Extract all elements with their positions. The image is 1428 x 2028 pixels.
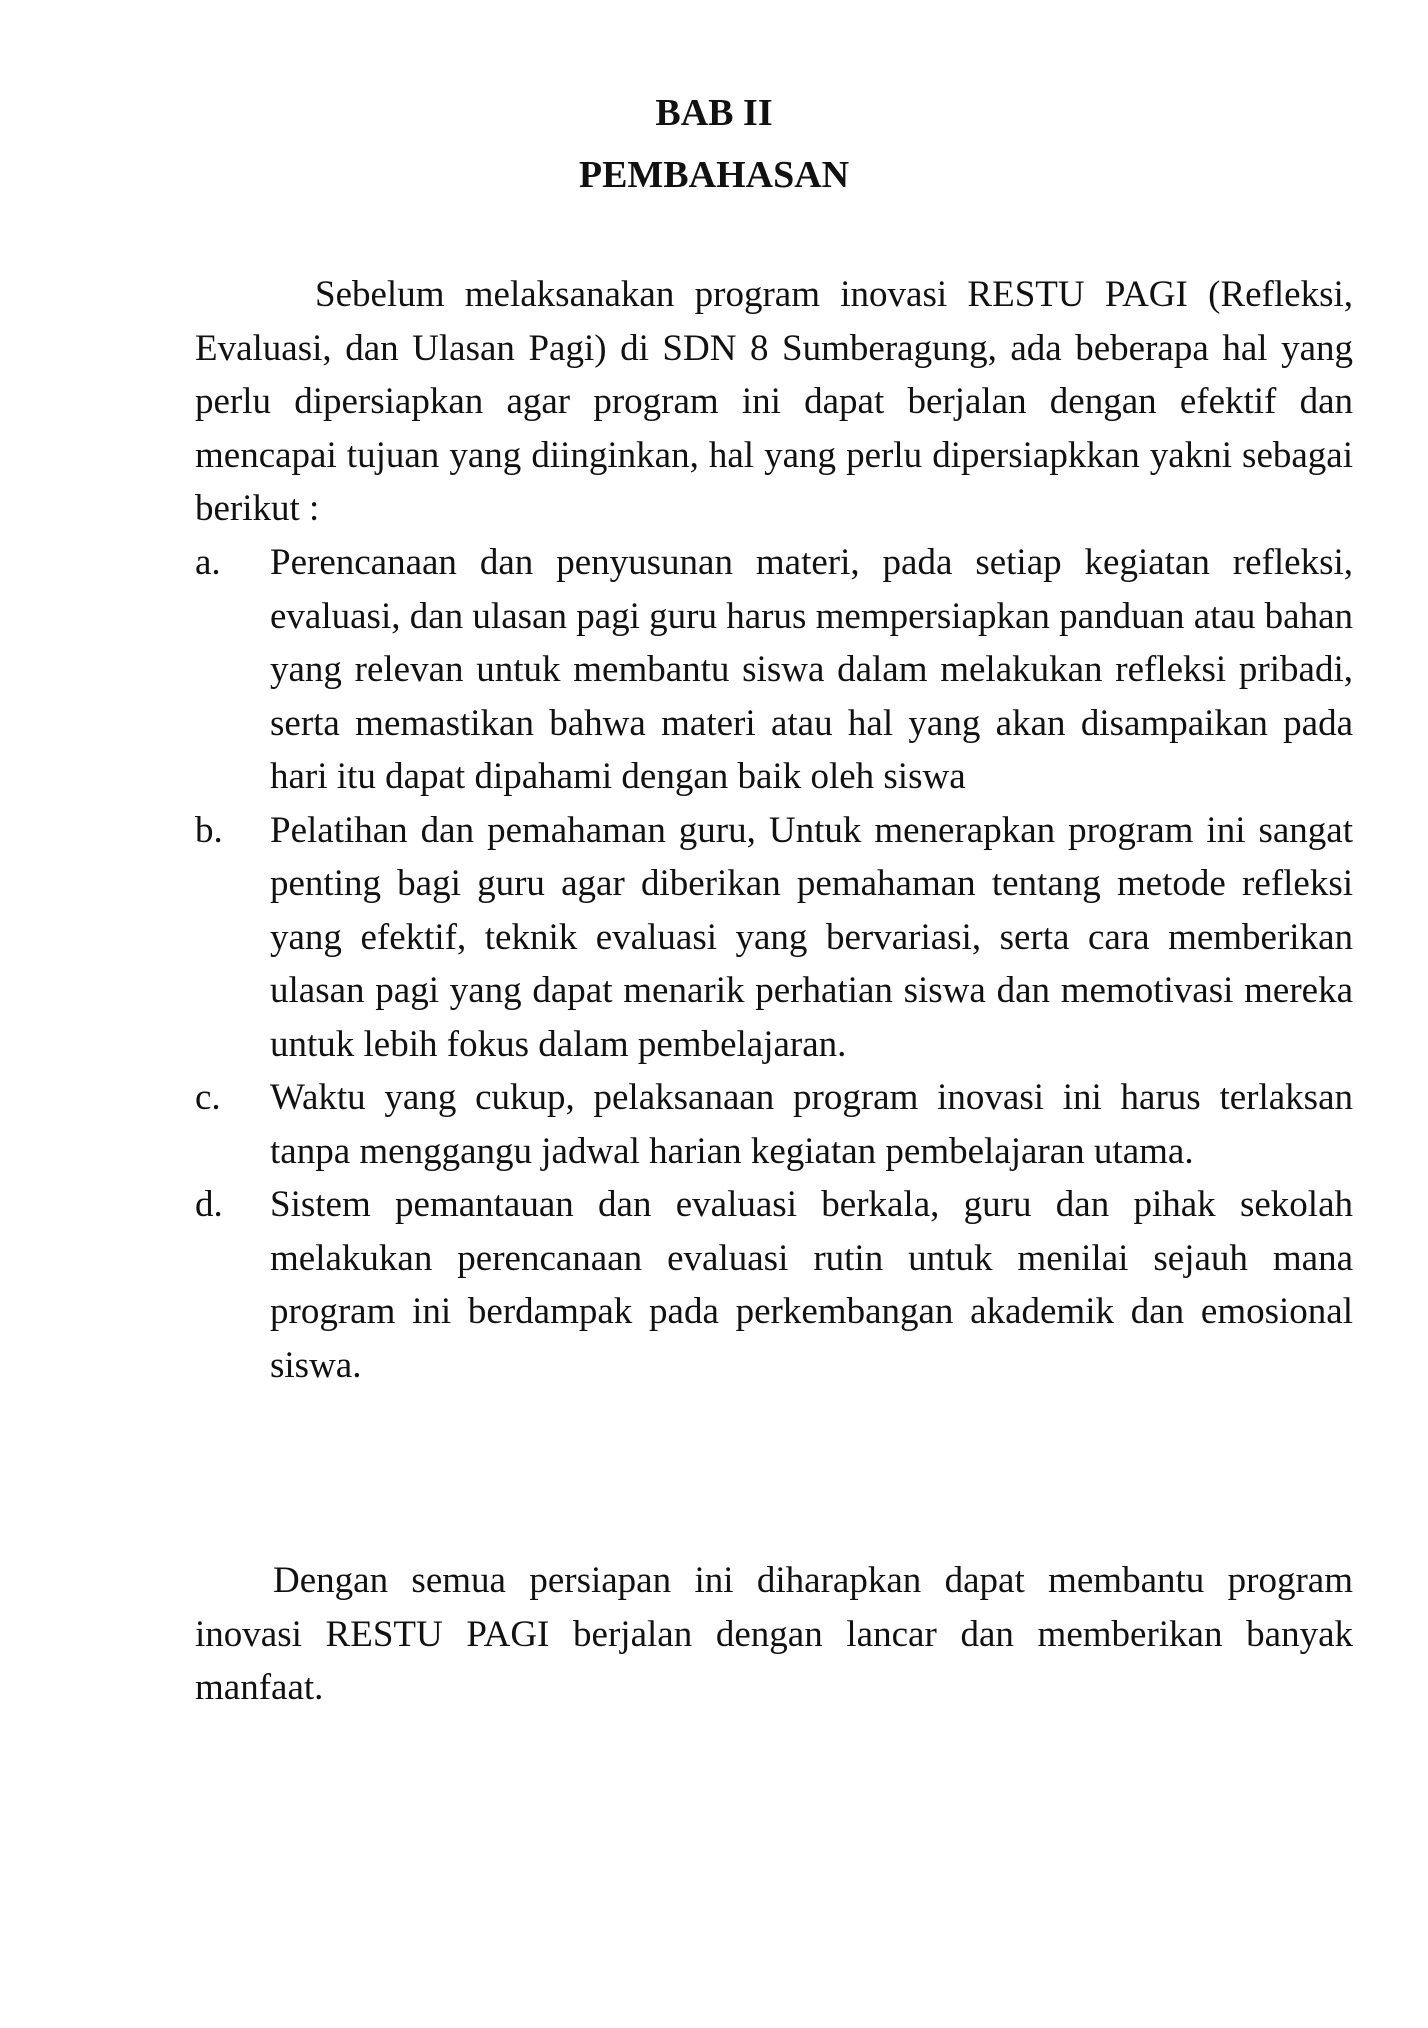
- list-marker: c.: [195, 1077, 221, 1118]
- list-item-text: Sistem pemantauan dan evaluasi berkala, guru dan pihak sekolah melakukan perencanaan evaluasi rutin untuk menilai sejauh mana program ini berdampak pada perkembangan akademik dan emosional siswa.: [270, 1184, 1353, 1386]
- chapter-title: PEMBAHASAN: [578, 154, 850, 196]
- list-item-text: Waktu yang cukup, pelaksanaan program inovasi ini harus terlaksan tanpa menggangu jadwal harian kegiatan pembelajaran utama.: [270, 1077, 1353, 1172]
- list-marker: a.: [195, 542, 221, 583]
- closing-paragraph: Dengan semua persiapan ini diharapkan dapat membantu program inovasi RESTU PAGI berjalan dengan lancar dan memberikan banyak manfaat.: [195, 1560, 1353, 1708]
- list-item: [195, 1178, 1353, 1392]
- list-item-text: Perencanaan dan penyusunan materi, pada setiap kegiatan refleksi, evaluasi, dan ulasan pagi guru harus mempersiapkan panduan atau bahan yang relevan untuk membantu siswa dalam melakukan refleksi pribadi, serta memastikan bahwa materi atau hal yang akan disampaikan pada hari itu dapat dipahami dengan baik oleh siswa: [270, 542, 1353, 797]
- intro-paragraph: Sebelum melaksanakan program inovasi RESTU PAGI (Refleksi, Evaluasi, dan Ulasan Pagi) di SDN 8 Sumberagung, ada beberapa hal yang perlu dipersiapkan agar program ini dapat berjalan dengan efektif dan mencapai tujuan yang diinginkan, hal yang perlu dipersiapkkan yakni sebagai berikut :: [195, 274, 1353, 529]
- chapter-heading: BAB II: [655, 92, 773, 134]
- list-item: [195, 536, 1353, 804]
- list-item: [195, 804, 1353, 1072]
- list-item-text: Pelatihan dan pemahaman guru, Untuk menerapkan program ini sangat penting bagi guru agar diberikan pemahaman tentang metode refleksi yang efektif, teknik evaluasi yang bervariasi, serta cara memberikan ulasan pagi yang dapat menarik perhatian siswa dan memotivasi mereka untuk lebih fokus dalam pembelajaran.: [270, 809, 1353, 1065]
- preparation-list: [195, 536, 1353, 1392]
- list-item: [195, 1071, 1353, 1178]
- list-marker: d.: [195, 1184, 223, 1225]
- list-marker: b.: [195, 809, 223, 851]
